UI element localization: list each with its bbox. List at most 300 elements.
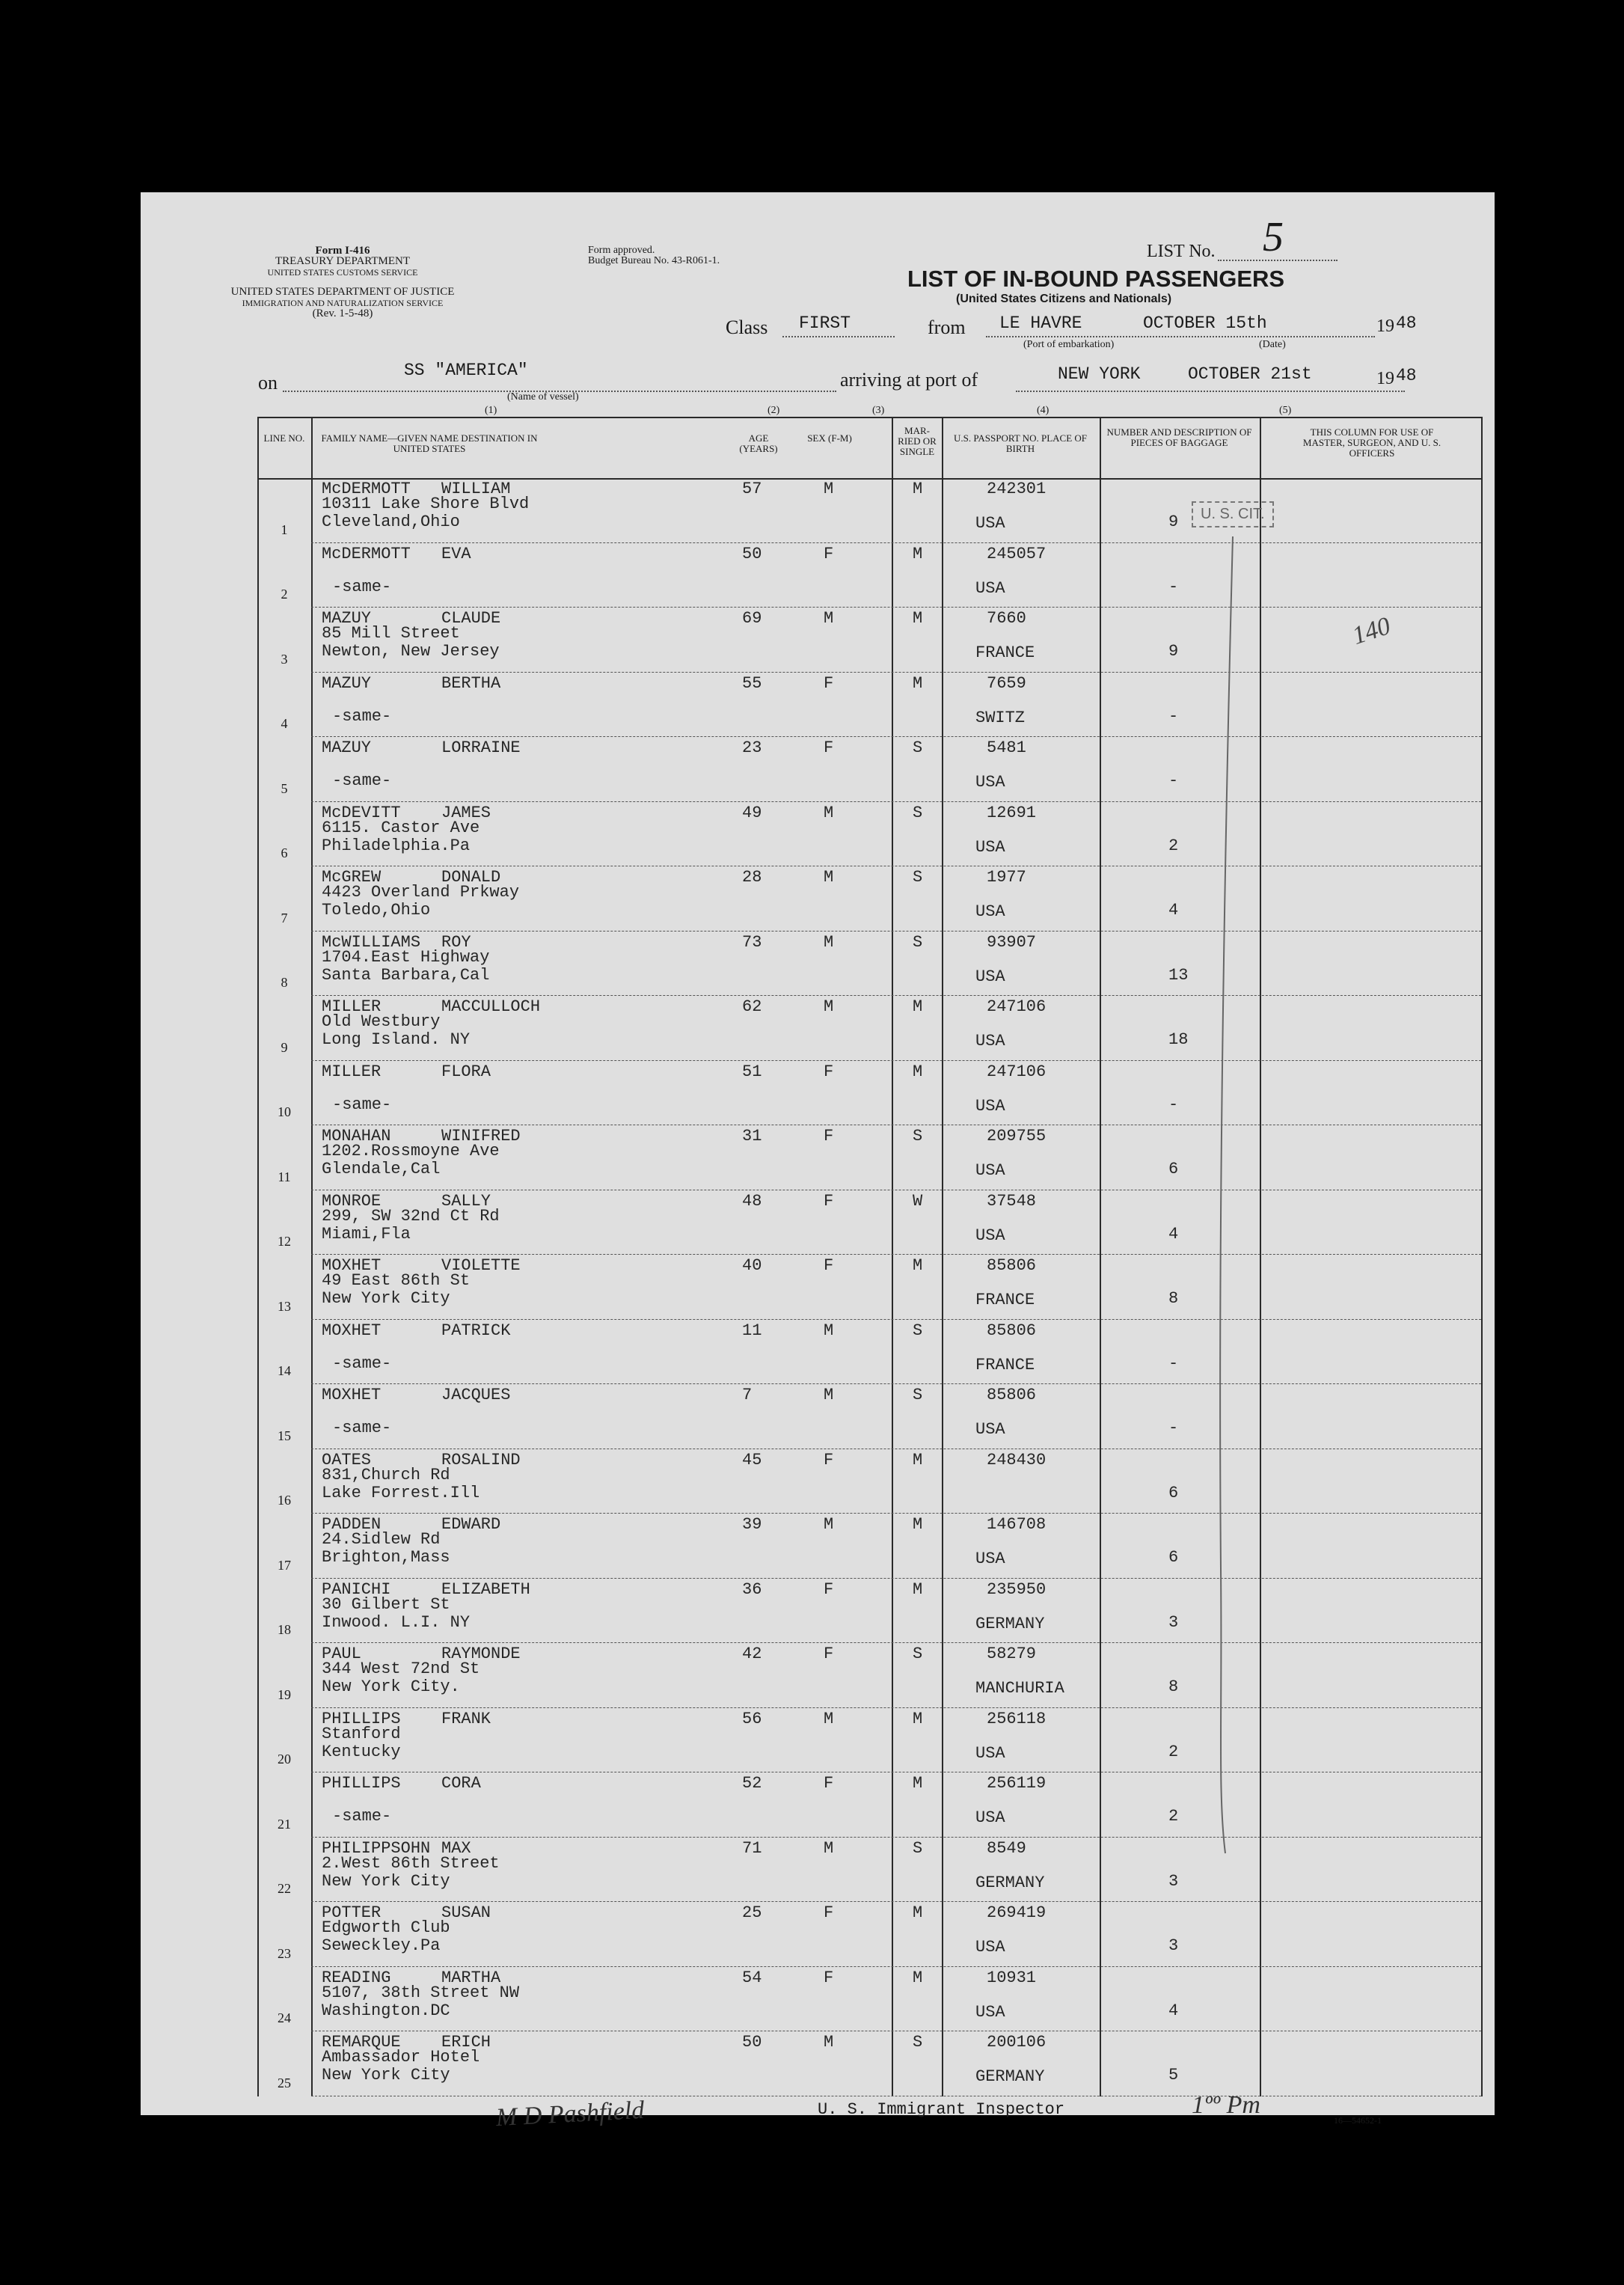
cell-ms: M bbox=[913, 544, 923, 563]
cell-ms: M bbox=[913, 1579, 923, 1599]
inspector-label: U. S. Immigrant Inspector bbox=[818, 2100, 1065, 2119]
form-approved: Form approved. bbox=[588, 245, 655, 256]
table-row bbox=[257, 1384, 1481, 1449]
cell-given: ERICH bbox=[441, 2033, 491, 2052]
col-number-2: (2) bbox=[767, 405, 780, 416]
cell-sex: F bbox=[824, 1774, 834, 1793]
cell-given: CLAUDE bbox=[441, 609, 501, 628]
cell-age: 51 bbox=[742, 1062, 762, 1081]
table-row bbox=[257, 1190, 1481, 1255]
cell-addr2: Long Island. NY bbox=[322, 1030, 471, 1049]
line-number: 23 bbox=[278, 1945, 291, 1961]
cell-sex: M bbox=[824, 2033, 834, 2052]
cell-bags: - bbox=[1168, 1095, 1179, 1114]
cell-passport: 7660 bbox=[987, 609, 1026, 628]
cell-birth: USA bbox=[975, 578, 1005, 598]
cell-bags: - bbox=[1168, 706, 1179, 726]
cell-passport: 93907 bbox=[987, 932, 1037, 952]
cell-passport: 242301 bbox=[987, 480, 1047, 498]
cell-ms: W bbox=[913, 1191, 923, 1211]
cell-sex: F bbox=[824, 1450, 834, 1469]
cell-passport: 12691 bbox=[987, 803, 1037, 822]
cell-given: BERTHA bbox=[441, 673, 501, 693]
cell-birth: FRANCE bbox=[975, 1291, 1035, 1309]
cell-age: 31 bbox=[742, 1127, 762, 1145]
cell-given: PATRICK bbox=[441, 1321, 511, 1340]
footer-code: 16—54652-1 bbox=[1334, 2115, 1382, 2126]
cell-sex: M bbox=[824, 1386, 834, 1404]
table-row bbox=[257, 1772, 1481, 1838]
table-row bbox=[257, 2031, 1481, 2096]
cell-age: 62 bbox=[742, 997, 762, 1016]
cell-age: 39 bbox=[742, 1515, 762, 1534]
cell-addr1: Edgworth Club bbox=[322, 1918, 450, 1937]
cell-ms: M bbox=[913, 1515, 923, 1534]
cell-addr1: 10311 Lake Shore Blvd bbox=[322, 495, 530, 513]
cell-addr1: 24.Sidlew Rd bbox=[322, 1530, 441, 1549]
cell-addr1: 85 Mill Street bbox=[322, 624, 460, 643]
cell-passport: 85806 bbox=[987, 1256, 1037, 1275]
cell-passport: 245057 bbox=[987, 544, 1047, 563]
cell-age: 54 bbox=[742, 1968, 762, 1987]
cell-family: PAUL bbox=[322, 1645, 361, 1663]
line-number: 8 bbox=[281, 975, 288, 990]
cell-bags: 6 bbox=[1168, 1483, 1179, 1502]
table-row bbox=[257, 1061, 1481, 1126]
table-row bbox=[257, 932, 1481, 997]
justice-dept: UNITED STATES DEPARTMENT OF JUSTICE bbox=[230, 286, 455, 298]
cell-family: McDERMOTT bbox=[322, 544, 411, 563]
cell-passport: 5481 bbox=[987, 738, 1026, 757]
form-revision: (Rev. 1-5-48) bbox=[312, 308, 373, 319]
cell-family: MILLER bbox=[322, 1062, 382, 1081]
cell-addr1: 299, SW 32nd Ct Rd bbox=[322, 1206, 500, 1226]
header-line-no: LINE NO. bbox=[263, 432, 305, 444]
manifest-title: LIST OF IN-BOUND PASSENGERS bbox=[907, 266, 1285, 292]
cell-sex: F bbox=[824, 1256, 834, 1275]
line-number: 10 bbox=[278, 1104, 291, 1119]
arrival-year: 48 bbox=[1396, 366, 1417, 385]
col-number-1: (1) bbox=[485, 405, 497, 416]
line-number: 13 bbox=[278, 1298, 291, 1314]
cell-passport: 85806 bbox=[987, 1321, 1037, 1340]
arrival-year-prefix: 19 bbox=[1376, 369, 1394, 388]
header-married-single: MAR-RIED OR SINGLE bbox=[898, 425, 937, 457]
cell-age: 23 bbox=[742, 738, 762, 757]
cell-birth: USA bbox=[975, 1161, 1005, 1180]
passenger-manifest-sheet bbox=[141, 192, 1495, 2132]
form-number: Form I-416 bbox=[315, 245, 370, 257]
cell-birth: USA bbox=[975, 773, 1005, 792]
cell-sex: M bbox=[824, 480, 834, 498]
table-row bbox=[257, 673, 1481, 738]
cell-given: EVA bbox=[441, 544, 471, 563]
table-row bbox=[257, 608, 1481, 673]
table-row bbox=[257, 1320, 1481, 1385]
cell-ms: M bbox=[913, 1062, 923, 1081]
date-caption: (Date) bbox=[1259, 339, 1286, 350]
cell-age: 57 bbox=[742, 480, 762, 498]
cell-age: 48 bbox=[742, 1191, 762, 1211]
cell-ms: M bbox=[913, 1903, 923, 1922]
cell-age: 11 bbox=[742, 1321, 762, 1340]
cell-addr2: Inwood. L.I. NY bbox=[322, 1612, 471, 1632]
cell-birth: USA bbox=[975, 1096, 1005, 1116]
cell-given: ROY bbox=[441, 932, 471, 952]
line-number: 14 bbox=[278, 1363, 291, 1378]
line-number: 2 bbox=[281, 587, 288, 602]
line-number: 15 bbox=[278, 1428, 291, 1443]
cell-bags: - bbox=[1168, 771, 1179, 790]
cell-ms: M bbox=[913, 1450, 923, 1469]
cell-family: PADDEN bbox=[322, 1515, 382, 1534]
cell-family: MOXHET bbox=[322, 1321, 382, 1340]
cell-age: 56 bbox=[742, 1709, 762, 1728]
cell-given: JACQUES bbox=[441, 1386, 511, 1404]
on-label: on bbox=[258, 372, 278, 394]
us-citizen-stamp: U. S. CIT. bbox=[1192, 501, 1274, 527]
line-number: 18 bbox=[278, 1622, 291, 1637]
cell-addr2: Kentucky bbox=[322, 1742, 401, 1761]
cell-passport: 248430 bbox=[987, 1450, 1047, 1469]
cell-age: 52 bbox=[742, 1774, 762, 1793]
cell-addr1: 5107, 38th Street NW bbox=[322, 1983, 520, 2002]
passenger-table bbox=[257, 417, 1481, 2096]
cell-sex: M bbox=[824, 1709, 834, 1728]
cell-family: McGREW bbox=[322, 868, 382, 887]
cell-bags: 3 bbox=[1168, 1612, 1179, 1632]
line-number: 5 bbox=[281, 780, 288, 796]
header-sex: SEX (F-M) bbox=[807, 432, 852, 444]
cell-age: 28 bbox=[742, 868, 762, 887]
cell-given: FLORA bbox=[441, 1062, 491, 1081]
cell-birth: GERMANY bbox=[975, 1873, 1045, 1892]
cell-sex: M bbox=[824, 868, 834, 887]
cell-addr1: Old Westbury bbox=[322, 1012, 441, 1031]
cell-birth: USA bbox=[975, 1743, 1005, 1763]
table-row bbox=[257, 1514, 1481, 1579]
cell-bags: 18 bbox=[1168, 1030, 1189, 1049]
ins-service: IMMIGRATION AND NATURALIZATION SERVICE bbox=[242, 298, 444, 308]
cell-birth: GERMANY bbox=[975, 1614, 1045, 1633]
cell-addr2: Toledo,Ohio bbox=[322, 901, 431, 920]
arrival-port: NEW YORK bbox=[1058, 364, 1141, 384]
cell-family: MAZUY bbox=[322, 738, 372, 757]
line-number: 25 bbox=[278, 2075, 291, 2090]
cell-addr2: -same- bbox=[332, 1095, 392, 1114]
cell-ms: M bbox=[913, 997, 923, 1016]
cell-addr2: Philadelphia.Pa bbox=[322, 836, 471, 855]
cell-age: 40 bbox=[742, 1256, 762, 1275]
cell-given: ELIZABETH bbox=[441, 1579, 530, 1599]
cell-family: MONAHAN bbox=[322, 1127, 391, 1145]
cell-bags: 9 bbox=[1168, 513, 1179, 531]
table-row bbox=[257, 737, 1481, 802]
cell-family: MOXHET bbox=[322, 1386, 382, 1404]
cell-bags: 2 bbox=[1168, 1807, 1179, 1826]
cell-passport: 209755 bbox=[987, 1127, 1047, 1145]
cell-given: WINIFRED bbox=[441, 1127, 521, 1145]
cell-ms: S bbox=[913, 868, 923, 887]
arriving-label: arriving at port of bbox=[840, 369, 978, 391]
cell-sex: F bbox=[824, 1645, 834, 1663]
cell-passport: 256119 bbox=[987, 1774, 1047, 1793]
cell-addr1: 49 East 86th St bbox=[322, 1271, 471, 1290]
cell-sex: F bbox=[824, 1127, 834, 1145]
table-row bbox=[257, 802, 1481, 867]
header-name-destination: FAMILY NAME—GIVEN NAME DESTINATION IN UNITED STATES bbox=[321, 432, 538, 454]
table-row bbox=[257, 1255, 1481, 1320]
cell-bags: 4 bbox=[1168, 2001, 1179, 2020]
table-row bbox=[257, 1579, 1481, 1644]
table-row bbox=[257, 1125, 1481, 1190]
line-number: 20 bbox=[278, 1752, 291, 1766]
table-row bbox=[257, 1449, 1481, 1514]
cell-family: MONROE bbox=[322, 1191, 382, 1211]
cell-birth: USA bbox=[975, 1226, 1005, 1245]
cell-ms: M bbox=[913, 1968, 923, 1987]
cell-passport: 58279 bbox=[987, 1645, 1037, 1663]
cell-addr1: 30 Gilbert St bbox=[322, 1594, 450, 1614]
cell-given: RAYMONDE bbox=[441, 1645, 521, 1663]
cell-sex: M bbox=[824, 932, 834, 952]
cell-given: CORA bbox=[441, 1774, 481, 1793]
cell-bags: 4 bbox=[1168, 1224, 1179, 1244]
cell-sex: F bbox=[824, 1191, 834, 1211]
cell-addr1: 2.West 86th Street bbox=[322, 1853, 500, 1873]
cell-age: 55 bbox=[742, 673, 762, 693]
cell-family: PHILLIPS bbox=[322, 1709, 401, 1728]
cell-family: MILLER bbox=[322, 997, 382, 1016]
cell-bags: - bbox=[1168, 577, 1179, 596]
arrival-date: OCTOBER 21st bbox=[1188, 364, 1312, 384]
cell-birth: USA bbox=[975, 1808, 1005, 1827]
line-number: 1 bbox=[281, 521, 288, 537]
line-number: 17 bbox=[278, 1557, 291, 1573]
cell-family: MAZUY bbox=[322, 673, 372, 693]
cell-addr2: Washington.DC bbox=[322, 2001, 450, 2020]
cell-family: MOXHET bbox=[322, 1256, 382, 1275]
cell-addr2: -same- bbox=[332, 1419, 392, 1437]
customs-service: UNITED STATES CUSTOMS SERVICE bbox=[267, 267, 418, 278]
table-row bbox=[257, 1967, 1481, 2032]
line-number: 24 bbox=[278, 2010, 291, 2025]
cell-passport: 269419 bbox=[987, 1903, 1047, 1922]
cell-family: OATES bbox=[322, 1450, 372, 1469]
cell-given: WILLIAM bbox=[441, 480, 511, 498]
table-row bbox=[257, 1838, 1481, 1903]
cell-birth: GERMANY bbox=[975, 2067, 1045, 2086]
cell-given: MAX bbox=[441, 1838, 471, 1858]
cell-addr2: -same- bbox=[332, 771, 392, 790]
cell-ms: M bbox=[913, 480, 923, 498]
cell-sex: F bbox=[824, 738, 834, 757]
cell-addr2: Glendale,Cal bbox=[322, 1160, 441, 1178]
cell-ms: S bbox=[913, 2033, 923, 2052]
cell-ms: M bbox=[913, 609, 923, 628]
cell-family: McDERMOTT bbox=[322, 480, 411, 498]
cell-sex: F bbox=[824, 673, 834, 693]
embark-year: 48 bbox=[1396, 313, 1417, 333]
from-label: from bbox=[928, 316, 966, 338]
cell-addr2: Lake Forrest.Ill bbox=[322, 1483, 480, 1502]
cell-ms: S bbox=[913, 1645, 923, 1663]
treasury-dept: TREASURY DEPARTMENT bbox=[275, 255, 411, 267]
cell-age: 73 bbox=[742, 932, 762, 952]
cell-age: 42 bbox=[742, 1645, 762, 1663]
cell-sex: F bbox=[824, 1968, 834, 1987]
cell-family: READING bbox=[322, 1968, 391, 1987]
cell-ms: S bbox=[913, 1838, 923, 1858]
cell-sex: F bbox=[824, 1062, 834, 1081]
cell-birth: MANCHURIA bbox=[975, 1679, 1064, 1698]
cell-ms: S bbox=[913, 738, 923, 757]
cell-birth: USA bbox=[975, 1420, 1005, 1439]
cell-addr1: 4423 Overland Prkway bbox=[322, 883, 520, 902]
cell-passport: 8549 bbox=[987, 1838, 1026, 1858]
class-value: FIRST bbox=[799, 313, 851, 333]
table-row bbox=[257, 543, 1481, 608]
line-number: 3 bbox=[281, 651, 288, 667]
cell-ms: S bbox=[913, 932, 923, 952]
cell-given: SALLY bbox=[441, 1191, 491, 1211]
cell-sex: F bbox=[824, 544, 834, 563]
header-age: AGE (YEARS) bbox=[739, 432, 778, 454]
class-label: Class bbox=[726, 316, 768, 338]
cell-passport: 37548 bbox=[987, 1191, 1037, 1211]
cell-bags: 2 bbox=[1168, 836, 1179, 855]
table-row bbox=[257, 1902, 1481, 1967]
cell-ms: M bbox=[913, 673, 923, 693]
cell-given: MACCULLOCH bbox=[441, 997, 541, 1016]
table-row bbox=[257, 1708, 1481, 1773]
cell-family: McWILLIAMS bbox=[322, 932, 421, 952]
cell-addr1: Stanford bbox=[322, 1724, 401, 1743]
cell-age: 69 bbox=[742, 609, 762, 628]
cell-addr1: Ambassador Hotel bbox=[322, 2048, 480, 2067]
port-caption: (Port of embarkation) bbox=[1023, 339, 1115, 350]
cell-addr2: Seweckley.Pa bbox=[322, 1936, 441, 1955]
cell-family: PHILLIPS bbox=[322, 1774, 401, 1793]
cell-age: 25 bbox=[742, 1903, 762, 1922]
cell-age: 45 bbox=[742, 1450, 762, 1469]
cell-given: LORRAINE bbox=[441, 738, 521, 757]
cell-age: 7 bbox=[742, 1386, 753, 1404]
cell-addr2: -same- bbox=[332, 1807, 392, 1826]
cell-age: 49 bbox=[742, 803, 762, 822]
vessel-name: SS "AMERICA" bbox=[404, 361, 528, 380]
cell-bags: 13 bbox=[1168, 965, 1189, 985]
officer-pencil-line bbox=[1188, 521, 1248, 1868]
cell-family: MAZUY bbox=[322, 609, 372, 628]
cell-birth: USA bbox=[975, 1550, 1005, 1568]
line-number: 11 bbox=[278, 1169, 291, 1184]
cell-addr2: -same- bbox=[332, 1353, 392, 1373]
cell-sex: M bbox=[824, 803, 834, 822]
cell-bags: 4 bbox=[1168, 901, 1179, 920]
line-number: 9 bbox=[281, 1039, 288, 1055]
cell-birth: USA bbox=[975, 1938, 1005, 1957]
budget-bureau: Budget Bureau No. 43-R061-1. bbox=[588, 255, 720, 266]
cell-family: POTTER bbox=[322, 1903, 382, 1922]
cell-bags: 6 bbox=[1168, 1548, 1179, 1567]
cell-given: MARTHA bbox=[441, 1968, 501, 1987]
cell-family: PHILIPPSOHN bbox=[322, 1838, 431, 1858]
line-number: 7 bbox=[281, 910, 288, 926]
cell-given: ROSALIND bbox=[441, 1450, 521, 1469]
cell-age: 50 bbox=[742, 2033, 762, 2052]
cell-ms: S bbox=[913, 1386, 923, 1404]
cell-sex: M bbox=[824, 609, 834, 628]
cell-bags: 8 bbox=[1168, 1289, 1179, 1308]
cell-birth: USA bbox=[975, 1032, 1005, 1050]
header-officers-use: THIS COLUMN FOR USE OF MASTER, SURGEON, AND U. S. OFFICERS bbox=[1302, 426, 1441, 459]
time-note: 1ºº Pm bbox=[1192, 2091, 1260, 2119]
cell-addr1: 344 West 72nd St bbox=[322, 1660, 480, 1678]
cell-addr2: -same- bbox=[332, 577, 392, 596]
header-passport-birthplace: U.S. PASSPORT NO. PLACE OF BIRTH bbox=[953, 432, 1088, 454]
cell-ms: M bbox=[913, 1774, 923, 1793]
col-number-4: (4) bbox=[1037, 405, 1050, 416]
cell-addr1: 6115. Castor Ave bbox=[322, 818, 480, 837]
cell-passport: 200106 bbox=[987, 2033, 1047, 2052]
line-number: 22 bbox=[278, 1881, 291, 1896]
list-no-value: 5 bbox=[1263, 214, 1284, 260]
line-number: 16 bbox=[278, 1493, 291, 1508]
cell-ms: M bbox=[913, 1256, 923, 1275]
cell-given: DONALD bbox=[441, 868, 501, 887]
cell-passport: 1977 bbox=[987, 868, 1026, 887]
cell-birth: USA bbox=[975, 514, 1005, 533]
cell-bags: 5 bbox=[1168, 2066, 1179, 2084]
header-baggage: NUMBER AND DESCRIPTION OF PIECES OF BAGGAGE bbox=[1106, 426, 1252, 448]
cell-addr2: New York City bbox=[322, 1871, 450, 1891]
cell-ms: M bbox=[913, 1709, 923, 1728]
cell-sex: M bbox=[824, 1838, 834, 1858]
vessel-caption: (Name of vessel) bbox=[507, 391, 579, 403]
cell-passport: 256118 bbox=[987, 1709, 1047, 1728]
embark-year-prefix: 19 bbox=[1376, 316, 1394, 336]
cell-family: PANICHI bbox=[322, 1579, 391, 1599]
manifest-subtitle: (United States Citizens and Nationals) bbox=[956, 293, 1172, 305]
cell-addr1: 1704.East Highway bbox=[322, 947, 490, 967]
cell-addr2: New York City bbox=[322, 1289, 450, 1308]
cell-sex: M bbox=[824, 1321, 834, 1340]
cell-age: 71 bbox=[742, 1838, 762, 1858]
cell-bags: 9 bbox=[1168, 642, 1179, 661]
cell-passport: 235950 bbox=[987, 1579, 1047, 1599]
table-row bbox=[257, 1643, 1481, 1708]
cell-passport: 85806 bbox=[987, 1386, 1037, 1404]
line-number: 6 bbox=[281, 845, 288, 860]
cell-birth: USA bbox=[975, 967, 1005, 986]
cell-passport: 146708 bbox=[987, 1515, 1047, 1534]
cell-passport: 7659 bbox=[987, 673, 1026, 693]
embark-date: OCTOBER 15th bbox=[1143, 313, 1267, 333]
cell-addr2: Santa Barbara,Cal bbox=[322, 965, 490, 985]
cell-given: FRANK bbox=[441, 1709, 491, 1728]
cell-sex: F bbox=[824, 1903, 834, 1922]
cell-addr1: 1202.Rossmoyne Ave bbox=[322, 1142, 500, 1160]
cell-birth: USA bbox=[975, 2002, 1005, 2022]
cell-given: JAMES bbox=[441, 803, 491, 822]
cell-ms: S bbox=[913, 803, 923, 822]
list-no-label: LIST No. bbox=[1147, 242, 1216, 261]
line-number: 4 bbox=[281, 716, 288, 731]
cell-ms: S bbox=[913, 1321, 923, 1340]
table-row bbox=[257, 866, 1481, 932]
cell-bags: 3 bbox=[1168, 1871, 1179, 1891]
